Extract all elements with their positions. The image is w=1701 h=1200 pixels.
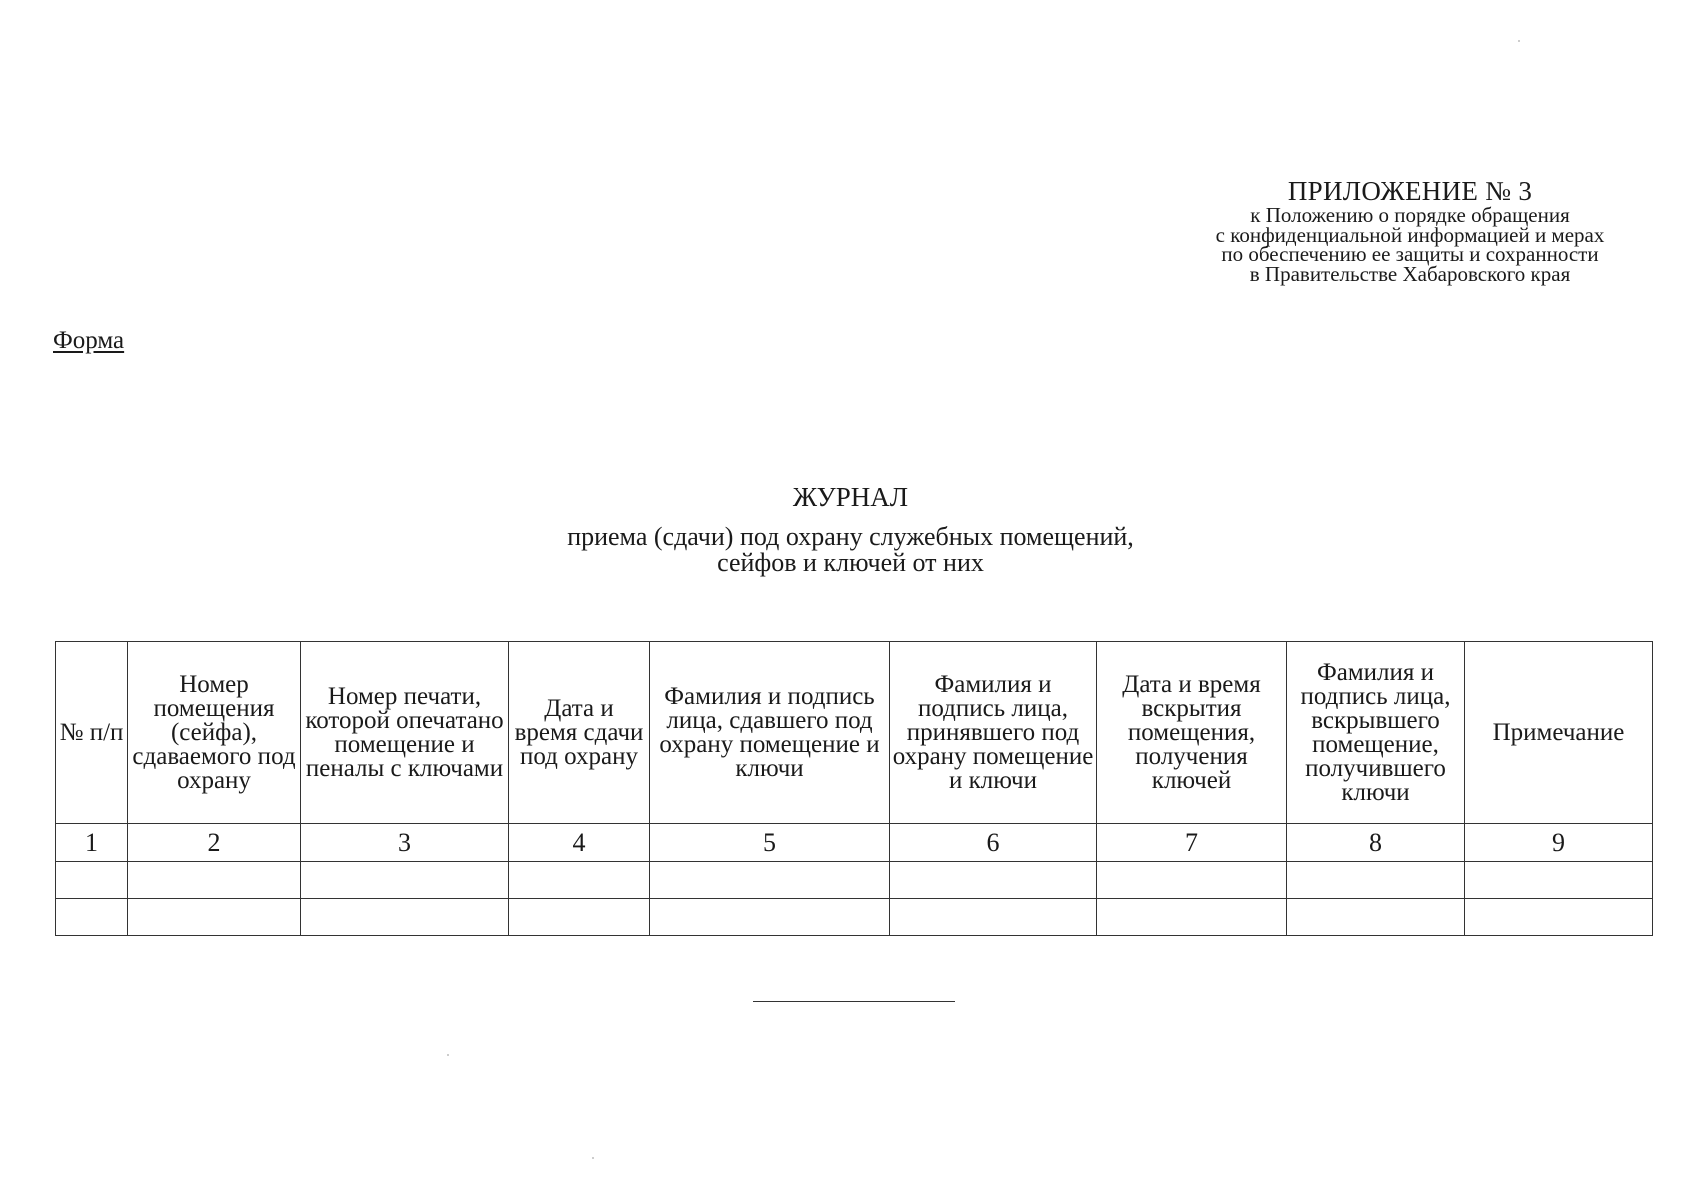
table-row-empty (56, 899, 1653, 936)
column-number: 9 (1465, 824, 1653, 862)
appendix-title: ПРИЛОЖЕНИЕ № 3 (1287, 176, 1533, 206)
table-cell-empty (128, 862, 301, 899)
scan-speck (1518, 40, 1520, 42)
table-cell-empty (1465, 862, 1653, 899)
table-cell-empty (1465, 899, 1653, 936)
appendix-block (1160, 176, 1660, 284)
table-cell-empty (1287, 899, 1465, 936)
journal-subtitle-line-2: сейфов и ключей от них (717, 548, 984, 577)
table-cell-empty (1097, 899, 1287, 936)
table-cell-empty (301, 862, 509, 899)
column-number: 8 (1287, 824, 1465, 862)
appendix-line: к Положению о порядке обращения (1250, 203, 1570, 227)
table-cell-empty (509, 862, 650, 899)
column-header-opened-by: Фамилия и подпись лица, вскрывшего помещение, получившего ключи (1287, 642, 1465, 824)
column-number: 3 (301, 824, 509, 862)
column-header-room-number: Номер помещения (сейфа), сдаваемого под охрану (128, 642, 301, 824)
column-number: 1 (56, 824, 128, 862)
journal-table (55, 641, 1653, 936)
table-cell-empty (1287, 862, 1465, 899)
scan-speck (592, 1157, 594, 1159)
table-cell-empty (509, 899, 650, 936)
table-column-numbers-row (56, 824, 1653, 862)
form-label: Форма (53, 327, 125, 354)
appendix-line: по обеспечению ее защиты и сохранности (1221, 242, 1599, 266)
table-cell-empty (301, 899, 509, 936)
table-header-row (56, 642, 1653, 824)
table-cell-empty (650, 862, 890, 899)
scan-speck (447, 1054, 449, 1056)
table-cell-empty (890, 862, 1097, 899)
column-header-opening-datetime: Дата и время вскрытия помещения, получения ключей (1097, 642, 1287, 824)
column-header-handed-over-by: Фамилия и подпись лица, сдавшего под охрану помещение и ключи (650, 642, 890, 824)
journal-subtitle-line-1: приема (сдачи) под охрану служебных помещений, (567, 522, 1134, 551)
column-number: 7 (1097, 824, 1287, 862)
column-header-handover-datetime: Дата и время сдачи под охрану (509, 642, 650, 824)
table-cell-empty (56, 862, 128, 899)
table-cell-empty (650, 899, 890, 936)
column-header-number: № п/п (56, 642, 128, 824)
appendix-line: в Правительстве Хабаровского края (1249, 261, 1571, 286)
column-number: 6 (890, 824, 1097, 862)
journal-title: ЖУРНАЛ (792, 482, 909, 512)
table-cell-empty (56, 899, 128, 936)
column-number: 4 (509, 824, 650, 862)
table-cell-empty (890, 899, 1097, 936)
column-header-seal-number: Номер печати, которой опечатано помещение и пеналы с ключами (301, 642, 509, 824)
appendix-line: с конфиденциальной информацией и мерах (1215, 222, 1605, 247)
column-number: 2 (128, 824, 301, 862)
column-header-accepted-by: Фамилия и подпись лица, принявшего под охрану помещение и ключи (890, 642, 1097, 824)
table-cell-empty (128, 899, 301, 936)
table-row-empty (56, 862, 1653, 899)
closing-rule (753, 1001, 955, 1002)
column-number: 5 (650, 824, 890, 862)
column-header-note: Примечание (1465, 642, 1653, 824)
table-cell-empty (1097, 862, 1287, 899)
